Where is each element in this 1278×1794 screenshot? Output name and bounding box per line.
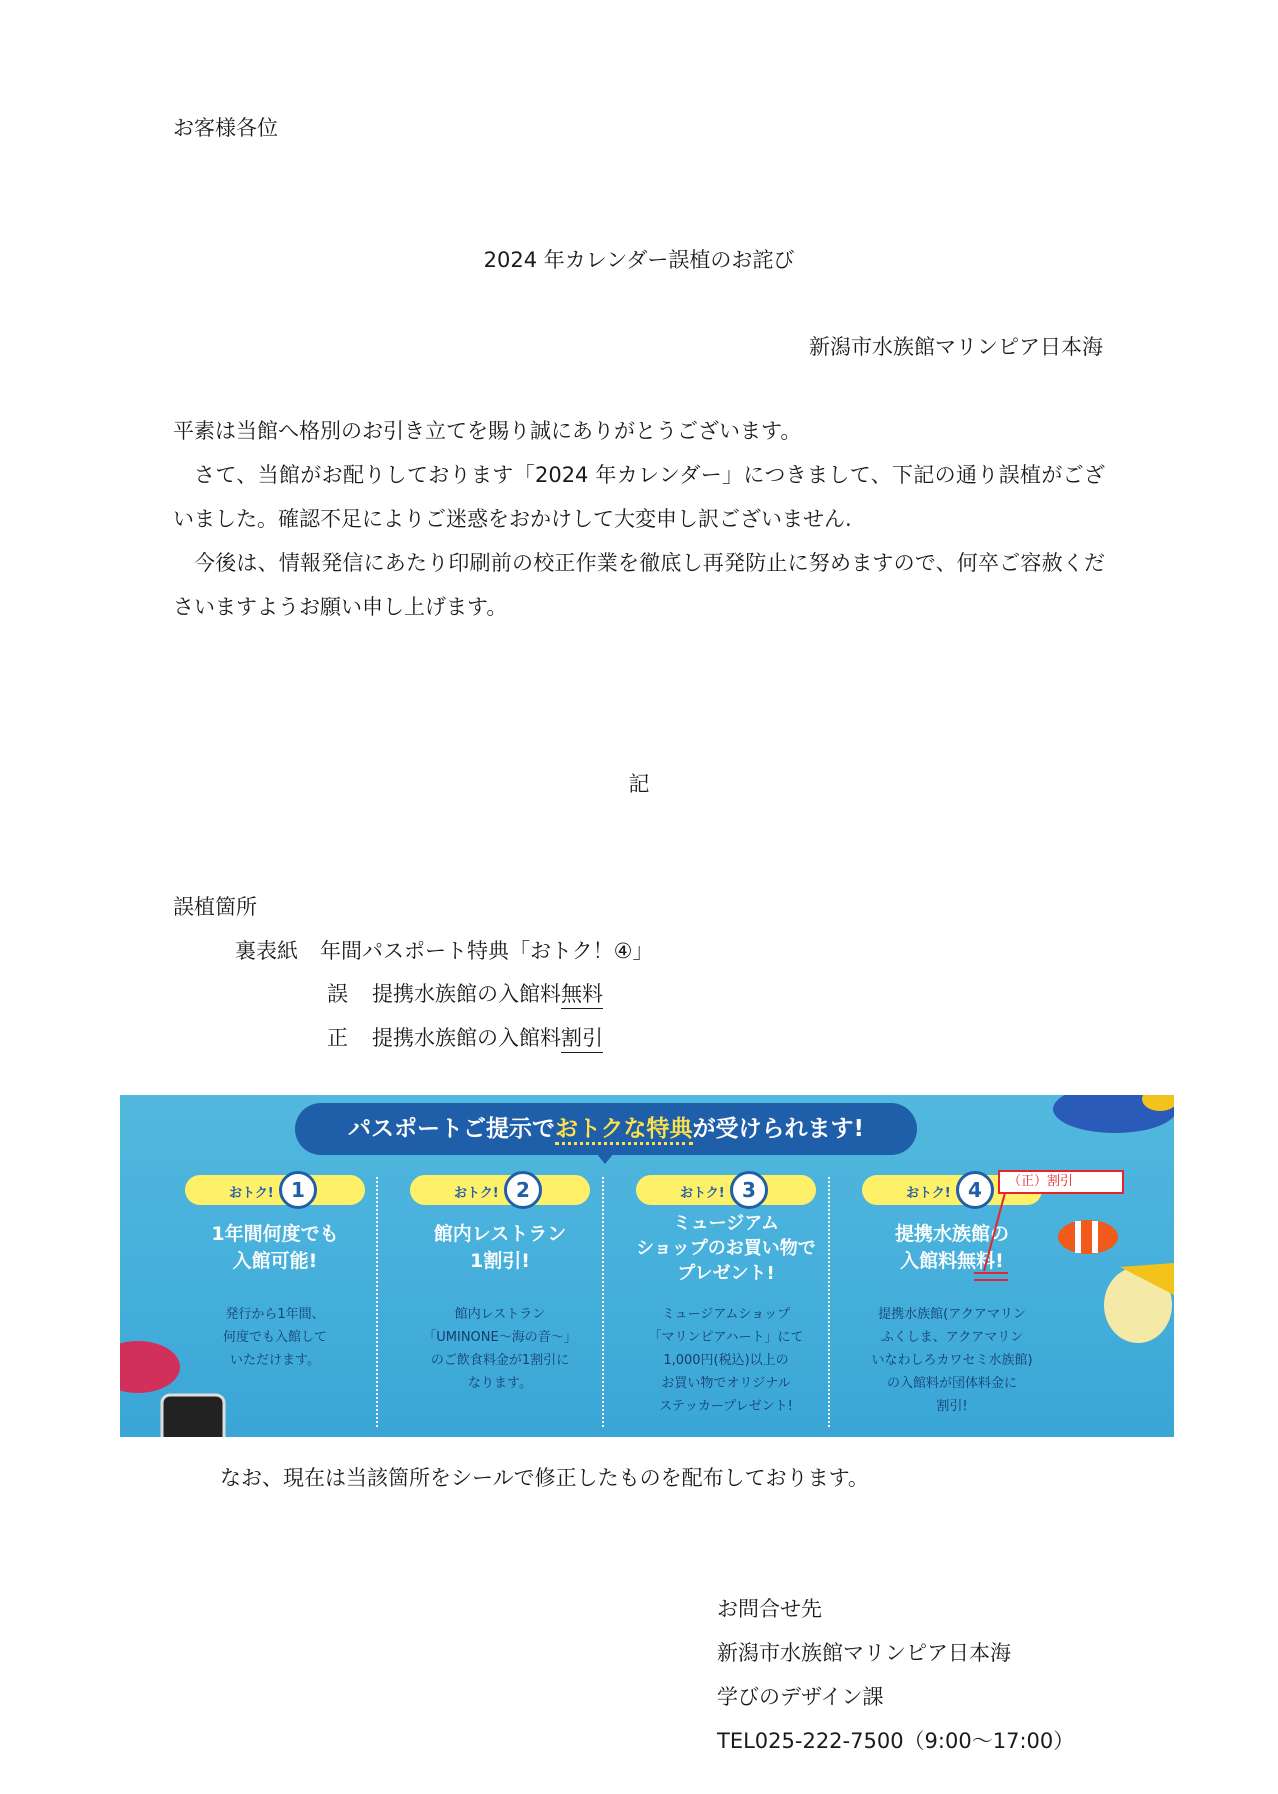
document-title: 2024 年カレンダー誤植のお詫び	[483, 248, 795, 272]
contact-org: 新潟市水族館マリンピア日本海	[717, 1641, 1011, 1665]
sender: 新潟市水族館マリンピア日本海	[809, 335, 1103, 359]
wrong-prefix: 提携水族館の入館料	[372, 982, 561, 1006]
badge-number: 2	[504, 1171, 542, 1209]
column-divider	[828, 1177, 830, 1427]
badge-label: おトク!	[906, 1186, 951, 1201]
benefit-title: 提携水族館の 入館料無料!	[894, 1223, 1009, 1272]
body-paragraph-1: 平素は当館へ格別のお引き立てを賜り誠にありがとうございます。	[173, 419, 802, 443]
note: なお、現在は当該箇所をシールで修正したものを配布しております。	[220, 1466, 869, 1490]
contact-tel: TEL025-222-7500（9:00～17:00）	[717, 1729, 1075, 1753]
errata-location	[235, 935, 653, 965]
ki-heading: 記	[628, 772, 650, 796]
benefit-title: 1年間何度でも 入館可能!	[211, 1223, 339, 1272]
contact-label: お問合せ先	[717, 1597, 822, 1621]
benefit-badge	[636, 1175, 816, 1205]
benefit-title: ミュージアム ショップのお買い物で プレゼント!	[636, 1213, 816, 1284]
correction-label: （正）割引	[998, 1170, 1124, 1194]
passport-benefits-banner	[120, 1095, 1174, 1437]
body-paragraph-3: 今後は、情報発信にあたり印刷前の校正作業を徹底し再発防止に努めますので、何卒ご容赦くださいますようお願い申し上げます。	[173, 551, 1105, 619]
errata-location-label: 裏表紙	[235, 939, 298, 963]
badge-label: おトク!	[229, 1186, 274, 1201]
benefit-body: 提携水族館(アクアマリン ふくしま、アクアマリン いなわしろカワセミ水族館) の入館料が団体料金に 割引!	[871, 1307, 1033, 1414]
headline-pointer	[596, 1153, 614, 1164]
column-divider	[376, 1177, 378, 1427]
banner-headline	[295, 1103, 917, 1155]
right-label: 正	[327, 1026, 348, 1050]
wrong-word: 無料	[561, 982, 603, 1009]
benefit-column-3	[626, 1175, 826, 1431]
headline-part-a: パスポートご提示で	[347, 1116, 555, 1142]
errata-wrong-line	[327, 978, 603, 1008]
body-paragraph-2: さて、当館がお配りしております「2024 年カレンダー」につきまして、下記の通り誤植がございました。確認不足によりご迷惑をおかけして大変申し訳ございません.	[173, 463, 1105, 531]
right-prefix: 提携水族館の入館料	[372, 1026, 561, 1050]
errata-heading: 誤植箇所	[173, 895, 257, 919]
errata-right-line	[327, 1022, 603, 1052]
badge-number: 4	[956, 1171, 994, 1209]
errata-location-value: 年間パスポート特典「おトク！④」	[320, 939, 654, 963]
clownfish-icon	[1058, 1220, 1118, 1254]
right-word: 割引	[561, 1026, 603, 1053]
badge-number: 3	[730, 1171, 768, 1209]
salutation: お客様各位	[173, 116, 278, 140]
correction-strike	[974, 1279, 1008, 1281]
headline-part-b: が受けられます!	[692, 1116, 865, 1142]
clownfish-stripe2-icon	[1092, 1221, 1098, 1253]
benefit-badge	[185, 1175, 365, 1205]
benefit-body: 館内レストラン 「UMINONE～海の音～」 のご飲食料金が1割引に なります。	[423, 1307, 577, 1391]
benefit-column-1	[175, 1175, 375, 1431]
badge-label: おトク!	[454, 1186, 499, 1201]
badge-label: おトク!	[680, 1186, 725, 1201]
column-divider	[602, 1177, 604, 1427]
benefit-body: ミュージアムショップ 「マリンピアハート」にて 1,000円(税込)以上の お買い物でオリジナル ステッカープレゼント!	[648, 1307, 804, 1414]
wrong-label: 誤	[327, 982, 348, 1006]
benefit-badge	[410, 1175, 590, 1205]
clownfish-stripe-icon	[1075, 1221, 1081, 1253]
headline-highlight: おトクな特典	[555, 1116, 693, 1145]
correction-pointer-icon	[980, 1187, 1010, 1273]
benefit-column-4	[852, 1175, 1052, 1431]
benefit-body: 発行から1年間、 何度でも入館して いただけます。	[222, 1307, 327, 1368]
red-fish-icon	[120, 1341, 180, 1393]
badge-number: 1	[279, 1171, 317, 1209]
benefit-title: 館内レストラン 1割引!	[433, 1223, 567, 1272]
contact-dept: 学びのデザイン課	[717, 1685, 884, 1709]
benefit-column-2	[400, 1175, 600, 1431]
